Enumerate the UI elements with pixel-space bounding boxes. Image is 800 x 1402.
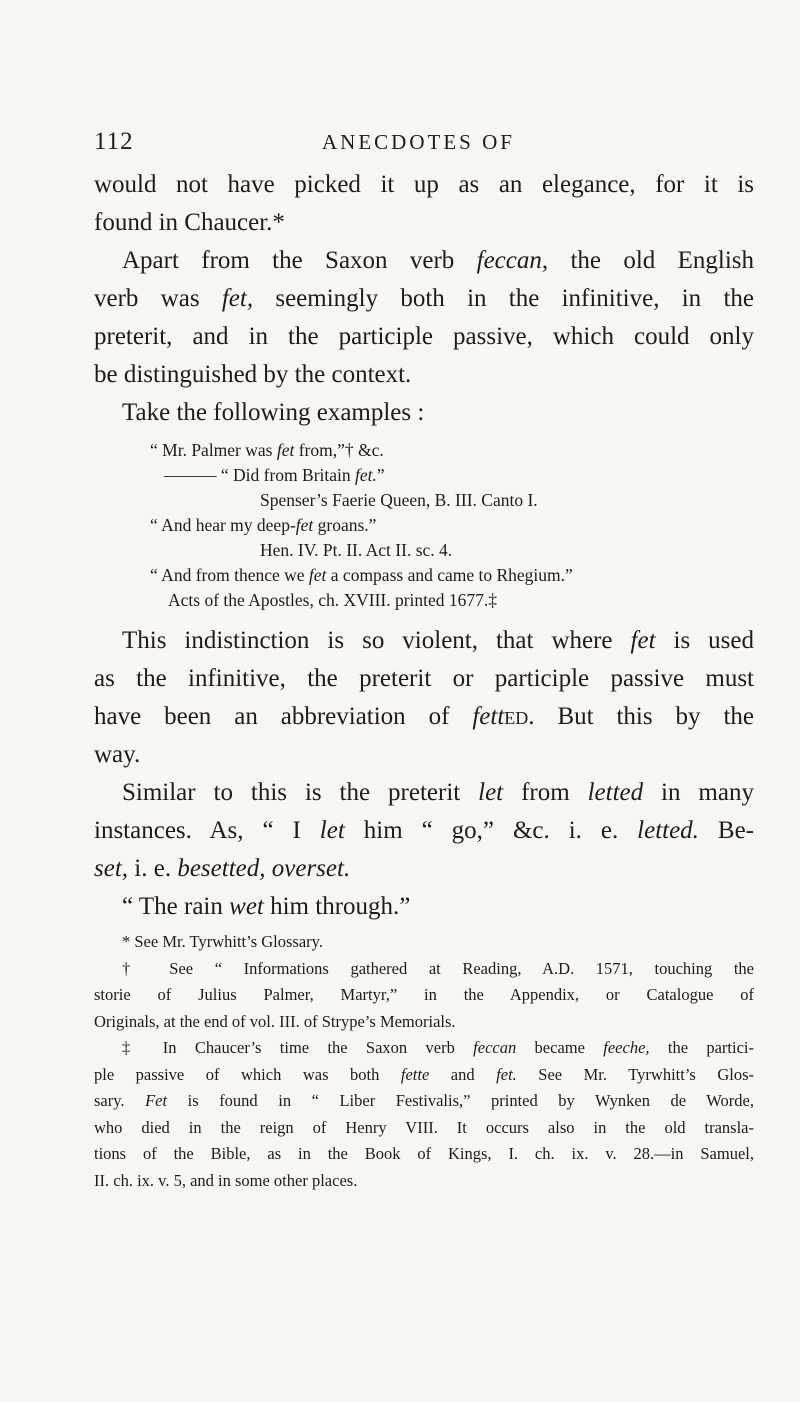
text-line: would not have picked it up as an elegance, for it is xyxy=(94,171,754,198)
quote-line: “ And from thence we fet a compass and came to Rhegium.” xyxy=(150,565,573,585)
text-line: found in Chaucer.* xyxy=(94,209,285,236)
quote-citation: Acts of the Apostles, ch. XVIII. printed 1677.‡ xyxy=(168,590,498,610)
footnote-line: II. ch. ix. v. 5, and in some other places. xyxy=(94,1170,358,1190)
paragraph-4 xyxy=(94,622,754,774)
footnote-line: storie of Julius Palmer, Martyr,” in the Appendix, or Catalogue of xyxy=(94,985,754,1004)
text-line: set, i. e. besetted, overset. xyxy=(94,855,351,882)
footnote-line: ‡ In Chaucer’s time the Saxon verb feccan became feeche, the partici- xyxy=(122,1038,754,1057)
quote-line: “ Mr. Palmer was fet from,”† &c. xyxy=(150,440,384,460)
text-line: instances. As, “ I let him “ go,” &c. i. e. letted. Be- xyxy=(94,817,754,844)
text-line: verb was fet, seemingly both in the infinitive, in the xyxy=(94,285,754,312)
footnote-line: ple passive of which was both fette and fet. See Mr. Tyrwhitt’s Glos- xyxy=(94,1064,755,1084)
text-line: This indistinction is so violent, that where fet is used xyxy=(122,627,755,654)
paragraph-2 xyxy=(94,242,754,394)
paragraph-1 xyxy=(94,166,754,242)
text-line: Apart from the Saxon verb feccan, the old English xyxy=(122,247,754,274)
page-header xyxy=(94,128,754,164)
footnote-line: Originals, at the end of vol. III. of Strype’s Memorials. xyxy=(94,1011,456,1031)
footnote-line: * See Mr. Tyrwhitt’s Glossary. xyxy=(122,932,323,951)
text-line: Similar to this is the preterit let from letted in many xyxy=(122,779,754,806)
text-line: be distinguished by the context. xyxy=(94,361,412,388)
running-head: ANECDOTES OF xyxy=(322,130,515,154)
text-line: have been an abbreviation of fetted. But this by the xyxy=(94,703,754,730)
text-line: “ The rain wet him through.” xyxy=(122,893,411,920)
text-line: preterit, and in the participle passive, which could only xyxy=(94,323,754,350)
text-line: way. xyxy=(94,741,141,768)
footnote-line: who died in the reign of Henry VIII. It occurs also in the old transla- xyxy=(94,1117,754,1137)
paragraph-5 xyxy=(94,774,754,926)
quote-citation: Spenser’s Faerie Queen, B. III. Canto I. xyxy=(260,490,538,510)
text-line: Take the following examples : xyxy=(122,399,425,426)
quotation-block xyxy=(94,438,754,613)
paragraph-3 xyxy=(94,394,754,432)
quote-citation: Hen. IV. Pt. II. Act II. sc. 4. xyxy=(260,540,453,560)
page-number: 112 xyxy=(94,128,134,155)
text-line: as the infinitive, the preterit or participle passive must xyxy=(94,665,754,692)
footnotes xyxy=(94,929,754,1194)
quote-line: “ And hear my deep-fet groans.” xyxy=(150,515,377,535)
footnote-line: † See “ Informations gathered at Reading, A.D. 1571, touching the xyxy=(122,958,754,978)
footnote-line: tions of the Bible, as in the Book of Kings, I. ch. ix. v. 28.—in Samuel, xyxy=(94,1144,754,1163)
quote-line: ——— “ Did from Britain fet.” xyxy=(164,465,385,485)
footnote-line: sary. Fet is found in “ Liber Festivalis,” printed by Wynken de Worde, xyxy=(94,1091,755,1110)
